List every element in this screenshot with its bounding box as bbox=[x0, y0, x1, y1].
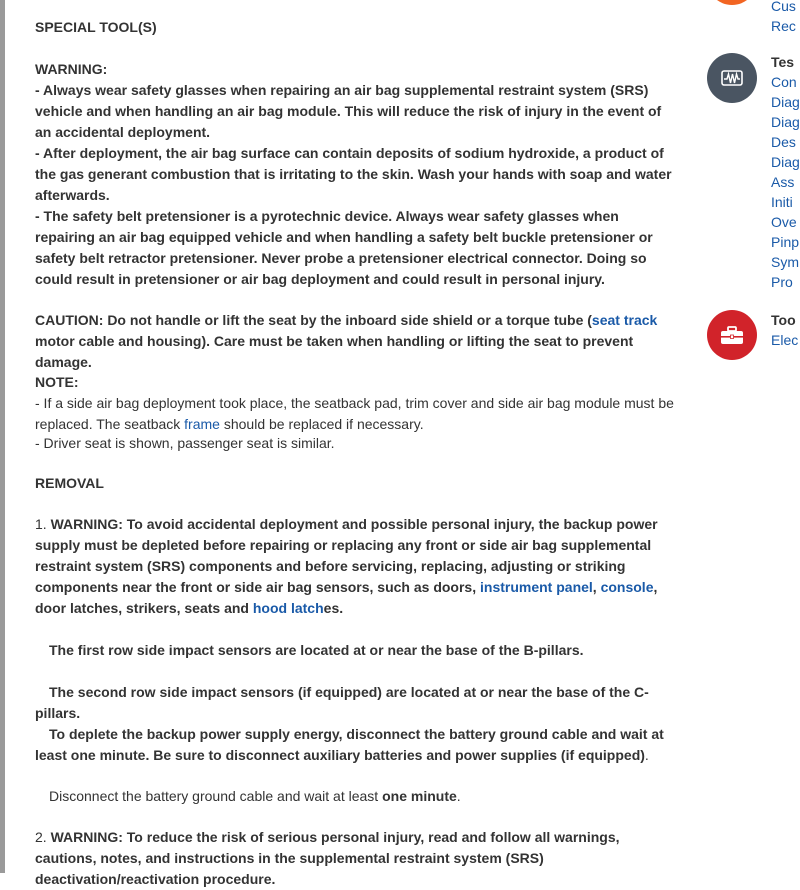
step-2-number: 2. bbox=[35, 829, 47, 845]
step-1-number: 1. bbox=[35, 516, 47, 532]
sidebar-link-rec[interactable]: Rec bbox=[771, 18, 796, 34]
step-1-text: WARNING: To avoid accidental deployment and possible personal injury, the backup power supply must be depleted before repairing or replacing any front or side air bag supplemental restraint system (SRS) components and before servicing, replacing, adjusting or striking components near the front or side air bag sensors, such as doors, bbox=[35, 516, 658, 595]
sidebar-testing-link[interactable]: Pro bbox=[771, 274, 793, 290]
special-tools-heading: SPECIAL TOOL(S) bbox=[35, 19, 157, 35]
toolbox-icon bbox=[707, 310, 757, 360]
orange-category-icon bbox=[707, 0, 757, 5]
note-item-2: - Driver seat is shown, passenger seat is similar. bbox=[35, 435, 335, 451]
disconnect-paragraph bbox=[35, 786, 675, 807]
warning-label: WARNING: bbox=[35, 61, 108, 77]
deplete-paragraph bbox=[35, 724, 675, 766]
step-1-text-mid: , door latches, strikers, seats and bbox=[35, 579, 658, 616]
step-2-text: WARNING: To reduce the risk of serious personal injury, read and follow all warnings, cautions, notes, and instructions in the supplemental restraint system (SRS) deactivation/reactivation procedure. bbox=[35, 829, 620, 887]
step-1 bbox=[35, 514, 675, 619]
sidebar-testing-link[interactable]: Ove bbox=[771, 214, 797, 230]
sidebar-testing-link[interactable]: Diag bbox=[771, 94, 800, 110]
right-sidebar bbox=[705, 0, 800, 873]
hood-latch-link[interactable]: hood latch bbox=[252, 600, 324, 616]
caution-text-start: CAUTION: Do not handle or lift the seat by the inboard side shield or a torque tube ( bbox=[35, 312, 592, 328]
note-label: NOTE: bbox=[35, 374, 79, 390]
warning-item-3: - The safety belt pretensioner is a pyrotechnic device. Always wear safety glasses when repairing an air bag equipped vehicle and when handling a safety belt buckle pretensioner or safety belt retractor pretensioner. Never probe a pretensioner electrical connector. Doing so could result in pretensioner or air bag deployment and could result in personal injury. bbox=[35, 208, 653, 287]
step-1-text-end: es. bbox=[323, 600, 344, 616]
sidebar-testing-link[interactable]: Ass bbox=[771, 174, 795, 190]
sidebar-testing-link[interactable]: Diag bbox=[771, 114, 800, 130]
caution-text-end: motor cable and housing). Care must be taken when handling or lifting the seat to prevent damage. bbox=[35, 333, 634, 370]
caution-paragraph bbox=[35, 310, 675, 373]
note-item-1-end: should be replaced if necessary. bbox=[219, 416, 424, 432]
deplete-text: To deplete the backup power supply energy, disconnect the battery ground cable and wait at least one minute. Be sure to disconnect auxiliary batteries and power supplies (if equipped) bbox=[35, 726, 664, 763]
warning-item-2: - After deployment, the air bag surface can contain deposits of sodium hydroxide, a product of the gas generant combustion that is irritating to the skin. Wash your hands with soap and water afterwards. bbox=[35, 145, 672, 203]
sidebar-testing-link[interactable]: Sym bbox=[771, 254, 799, 270]
sidebar-testing-heading: Tes bbox=[771, 54, 795, 70]
sidebar-testing-link[interactable]: Con bbox=[771, 74, 797, 90]
sidebar-link-cus[interactable]: Cus bbox=[771, 0, 796, 14]
sidebar-tools-link[interactable]: Elec bbox=[771, 332, 799, 348]
note-item-1 bbox=[35, 393, 675, 435]
removal-heading: REMOVAL bbox=[35, 475, 104, 491]
sidebar-testing-link[interactable]: Pinp bbox=[771, 234, 800, 250]
note-item-1-text: - If a side air bag deployment took place, the seatback pad, trim cover and side air bag module must be replaced. The seatback bbox=[35, 395, 674, 432]
sidebar-testing-link[interactable]: Diag bbox=[771, 154, 800, 170]
left-border bbox=[0, 0, 5, 873]
frame-link[interactable]: frame bbox=[184, 416, 220, 432]
step-2 bbox=[35, 827, 675, 890]
disconnect-text: Disconnect the battery ground cable and wait at least bbox=[49, 788, 383, 804]
seat-track-link[interactable]: seat track bbox=[591, 312, 658, 328]
deplete-period: . bbox=[644, 747, 649, 763]
c-pillar-paragraph: The second row side impact sensors (if equipped) are located at or near the base of the C-pillars. bbox=[35, 684, 649, 721]
instrument-panel-link[interactable]: instrument panel bbox=[480, 579, 593, 595]
sidebar-tools-heading: Too bbox=[771, 312, 796, 328]
step-1-separator: , bbox=[592, 579, 601, 595]
warning-item-1: - Always wear safety glasses when repairing an air bag supplemental restraint system (SRS) vehicle and when handling an air bag module. This will reduce the risk of injury in the event of an accidental deployment. bbox=[35, 82, 662, 140]
sidebar-testing-link[interactable]: Des bbox=[771, 134, 796, 150]
disconnect-period: . bbox=[456, 788, 461, 804]
sidebar-testing-link[interactable]: Initi bbox=[771, 194, 793, 210]
testing-waveform-icon bbox=[707, 53, 757, 103]
console-link[interactable]: console bbox=[600, 579, 654, 595]
disconnect-bold: one minute bbox=[382, 788, 457, 804]
b-pillar-paragraph: The first row side impact sensors are located at or near the base of the B-pillars. bbox=[49, 642, 584, 658]
